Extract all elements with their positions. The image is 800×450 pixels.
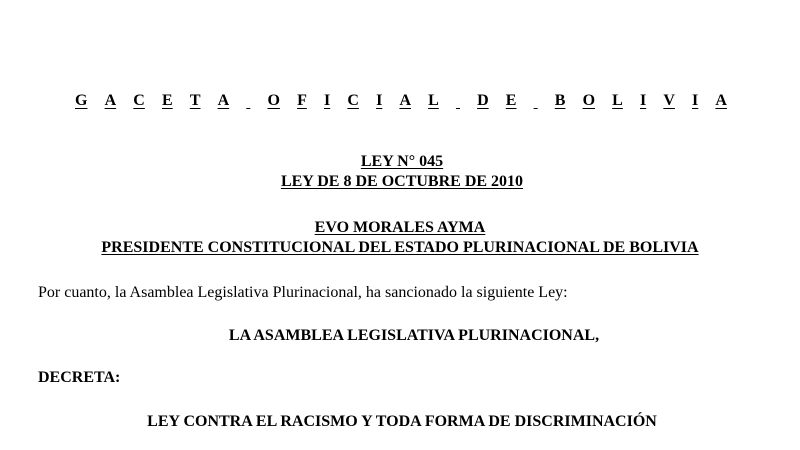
gazette-word-gap <box>456 93 460 109</box>
law-date: LEY DE 8 DE OCTUBRE DE 2010 <box>280 173 524 190</box>
law-number: LEY N° 045 <box>360 153 444 170</box>
gazette-letter: V <box>663 92 675 109</box>
gazette-letter: A <box>399 92 411 109</box>
gazette-letter: I <box>376 92 383 109</box>
gazette-letter: E <box>505 92 517 109</box>
gazette-letter: I <box>323 92 331 109</box>
gazette-header <box>75 93 727 109</box>
gazette-letter: C <box>133 92 145 109</box>
gazette-letter: O <box>267 92 280 109</box>
law-title: LEY CONTRA EL RACISMO Y TODA FORMA DE DISCRIMINACIÓN <box>147 413 657 430</box>
gazette-word-gap <box>246 93 250 109</box>
gazette-letter: A <box>104 92 117 109</box>
president-name: EVO MORALES AYMA <box>314 219 486 236</box>
gazette-letter: T <box>189 92 201 109</box>
gazette-letter: L <box>612 92 623 109</box>
gazette-letter: D <box>477 92 489 109</box>
gazette-letter: E <box>162 92 173 109</box>
gazette-letter: G <box>75 92 88 109</box>
gazette-word-gap <box>534 93 538 109</box>
president-title: PRESIDENTE CONSTITUCIONAL DEL ESTADO PLURINACIONAL DE BOLIVIA <box>101 239 699 256</box>
assembly-heading: LA ASAMBLEA LEGISLATIVA PLURINACIONAL, <box>228 327 600 344</box>
gazette-letter: C <box>347 92 359 109</box>
gazette-letter: B <box>554 92 566 109</box>
gazette-letter: A <box>715 92 727 109</box>
gazette-letter: L <box>428 92 439 109</box>
gazette-letter: I <box>639 92 647 109</box>
decreta-heading: DECRETA: <box>38 369 121 386</box>
gazette-letter: O <box>582 92 596 109</box>
gazette-letter: I <box>692 92 699 109</box>
gazette-letter: A <box>217 92 230 109</box>
intro-paragraph: Por cuanto, la Asamblea Legislativa Plurinacional, ha sancionado la siguiente Ley: <box>38 284 568 301</box>
gazette-letter: F <box>297 92 307 109</box>
